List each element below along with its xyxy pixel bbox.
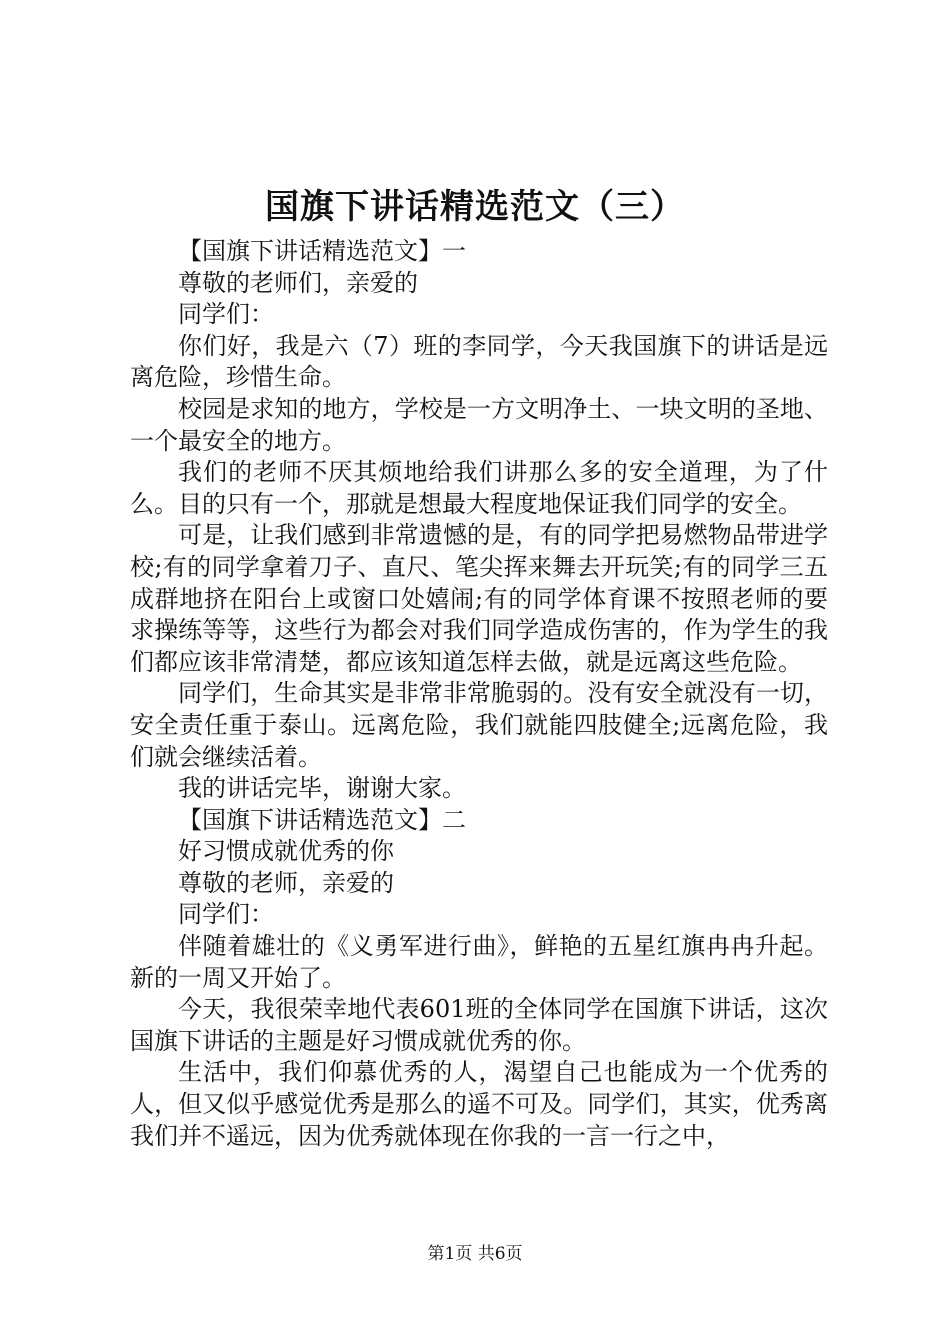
paragraph: 生活中，我们仰慕优秀的人，渴望自己也能成为一个优秀的人，但又似乎感觉优秀是那么的遥不可及。同学们，其实，优秀离我们并不遥远，因为优秀就体现在你我的一言一行之中， bbox=[130, 1058, 828, 1150]
paragraph: 你们好，我是六（7）班的李同学，今天我国旗下的讲话是远离危险，珍惜生命。 bbox=[130, 331, 828, 392]
paragraph: 校园是求知的地方，学校是一方文明净土、一块文明的圣地、一个最安全的地方。 bbox=[130, 394, 828, 455]
paragraph: 同学们： bbox=[178, 300, 274, 329]
paragraph: 【国旗下讲话精选范文】二 bbox=[178, 805, 466, 834]
page-footer: 第1页 共6页 bbox=[427, 1244, 523, 1264]
paragraph: 同学们，生命其实是非常非常脆弱的。没有安全就没有一切，安全责任重于泰山。远离危险，我们就能四肢健全;远离危险，我们就会继续活着。 bbox=[130, 679, 828, 771]
document-title: 国旗下讲话精选范文（三） bbox=[265, 187, 685, 227]
document-body bbox=[130, 236, 828, 1152]
paragraph: 我们的老师不厌其烦地给我们讲那么多的安全道理，为了什么。目的只有一个，那就是想最大程度地保证我们同学的安全。 bbox=[130, 458, 828, 518]
paragraph: 尊敬的老师，亲爱的 bbox=[178, 868, 394, 897]
paragraph: 今天，我很荣幸地代表601班的全体同学在国旗下讲话，这次国旗下讲话的主题是好习惯成就优秀的你。 bbox=[130, 995, 828, 1055]
paragraph: 尊敬的老师们，亲爱的 bbox=[178, 268, 418, 297]
paragraph: 可是，让我们感到非常遗憾的是，有的同学把易燃物品带进学校;有的同学拿着刀子、直尺、笔尖挥来舞去开玩笑;有的同学三五成群地挤在阳台上或窗口处嬉闹;有的同学体育课不按照老师的要求操练等等，这些行为都会对我们同学造成伤害的，作为学生的我们都应该非常清楚，都应该知道怎样去做，就是远离这些危险。 bbox=[130, 521, 828, 676]
paragraph: 好习惯成就优秀的你 bbox=[178, 837, 394, 866]
paragraph: 我的讲话完毕，谢谢大家。 bbox=[178, 774, 466, 803]
paragraph: 伴随着雄壮的《义勇军进行曲》，鲜艳的五星红旗冉冉升起。新的一周又开始了。 bbox=[130, 932, 828, 992]
paragraph: 【国旗下讲话精选范文】一 bbox=[178, 237, 466, 265]
paragraph: 同学们： bbox=[178, 900, 274, 929]
